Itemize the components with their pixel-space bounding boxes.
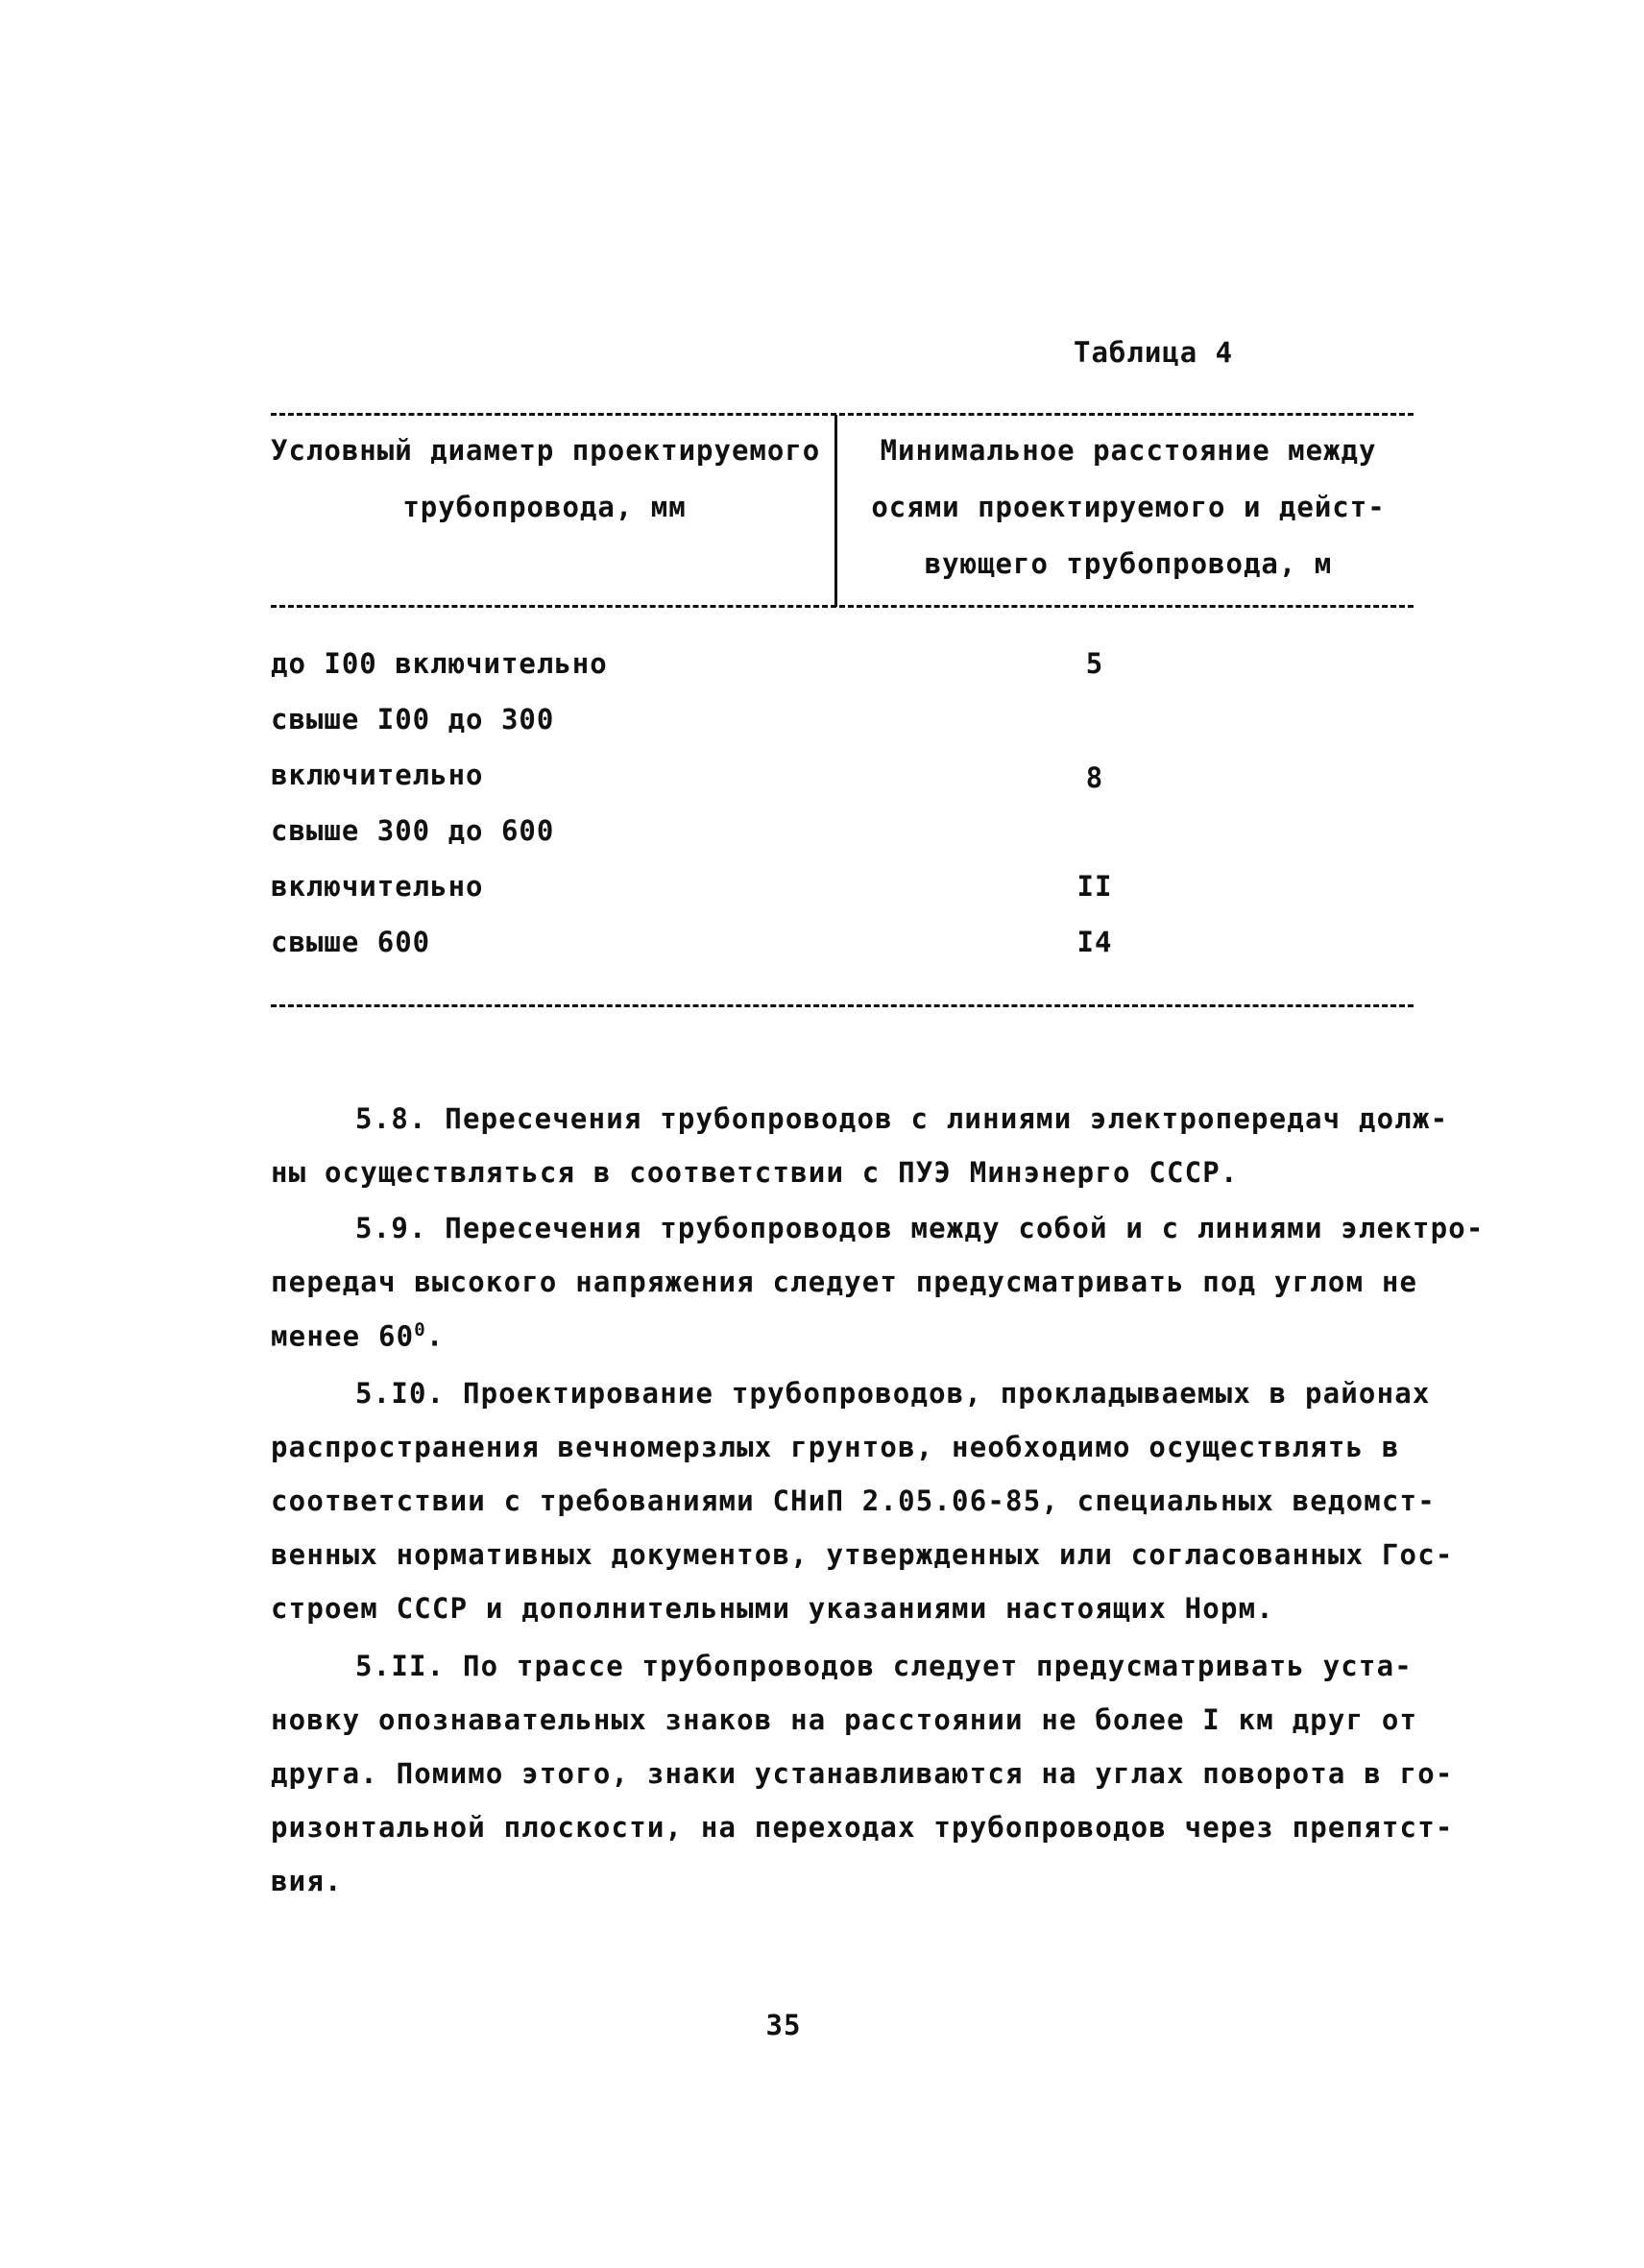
degree-superscript: 0 [414,1319,426,1340]
page-number: 35 [765,2009,802,2041]
paragraph-5-10-line-2: распространения вечномерзлых грунтов, необходимо осуществлять в [271,1431,1400,1463]
table-row-4-left: свыше 300 до 600 [271,814,555,847]
table-row-3-right: 8 [1085,761,1104,794]
paragraph-5-11-line-5: вия. [271,1865,343,1897]
table-row-6-right: I4 [1076,926,1113,958]
table-row-1-left: до I00 включительно [271,647,608,680]
paragraph-5-9-period: . [425,1319,445,1353]
paragraph-5-9-line-3 [271,1319,445,1353]
header-left-line-1: Условный диаметр проектируемого [271,434,821,467]
paragraph-5-9-line-3-text: менее 60 [271,1319,415,1353]
header-left-line-2: трубопровода, мм [402,491,687,523]
table-row-6-left: свыше 600 [271,926,431,958]
paragraph-5-9-line-2: передач высокого напряжения следует предусматривать под углом не [271,1266,1418,1298]
paragraph-5-10-line-4: венных нормативных документов, утвержденных или согласованных Гос- [271,1538,1454,1571]
paragraph-5-11-line-1: 5.II. По трассе трубопроводов следует предусматривать уста- [355,1650,1413,1682]
table-bottom-rule [271,1004,1414,1007]
table-row-5-right: II [1076,870,1113,903]
paragraph-5-11-line-4: ризонтальной плоскости, на переходах трубопроводов через препятст- [271,1811,1454,1844]
paragraph-5-11-line-3: друга. Помимо этого, знаки устанавливаются на углах поворота в го- [271,1757,1454,1790]
header-right-line-3: вующего трубопровода, м [924,547,1333,580]
paragraph-5-10-line-1: 5.I0. Проектирование трубопроводов, прокладываемых в районах [355,1377,1431,1410]
table-row-5-left: включительно [271,870,484,903]
paragraph-5-9-line-1: 5.9. Пересечения трубопроводов между собой и с линиями электро- [355,1212,1485,1244]
paragraph-5-10-line-5: строем СССР и дополнительными указаниями настоящих Норм. [271,1592,1274,1625]
paragraph-5-8-line-1: 5.8. Пересечения трубопроводов с линиями электропередач долж- [355,1102,1449,1135]
table-column-divider [834,415,837,607]
paragraph-5-10-line-3: соответствии с требованиями СНиП 2.05.06-85, специальных ведомст- [271,1484,1436,1517]
paragraph-5-8-line-2: ны осуществляться в соответствии с ПУЭ Минэнерго СССР. [271,1156,1239,1189]
table-row-2-left: свыше I00 до 300 [271,703,555,736]
table-top-rule [271,413,1414,416]
table-caption: Таблица 4 [1074,336,1234,369]
header-right-line-2: осями проектируемого и дейст- [871,491,1386,523]
table-header-rule [271,605,1414,608]
header-right-line-1: Минимальное расстояние между [880,434,1377,467]
table-row-1-right: 5 [1085,647,1104,680]
paragraph-5-11-line-2: новку опознавательных знаков на расстоянии не более I км друг от [271,1703,1418,1736]
table-row-3-left: включительно [271,759,484,791]
